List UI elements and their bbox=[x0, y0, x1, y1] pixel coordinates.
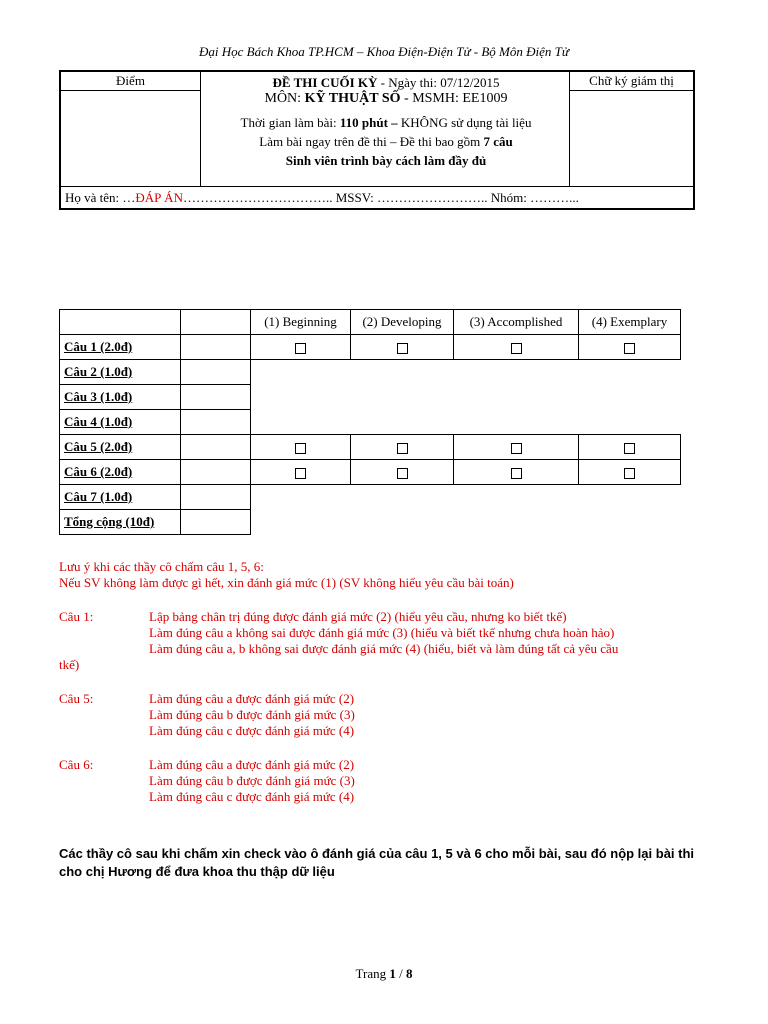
score-cell[interactable] bbox=[181, 360, 251, 385]
checkbox-icon[interactable] bbox=[397, 343, 408, 354]
level-cell bbox=[351, 360, 454, 385]
checkbox-icon[interactable] bbox=[295, 468, 306, 479]
level-cell[interactable] bbox=[579, 435, 681, 460]
level-cell[interactable] bbox=[351, 335, 454, 360]
level-cell bbox=[579, 485, 681, 510]
exam-time: Thời gian làm bài: 110 phút – KHÔNG sử dụng tài liệu bbox=[240, 115, 532, 130]
table-header-row bbox=[60, 310, 681, 335]
checkbox-icon[interactable] bbox=[624, 468, 635, 479]
header-blank bbox=[60, 310, 181, 335]
question-label: Câu 2 (1.0đ) bbox=[60, 360, 181, 385]
page-number: Trang 1 / 8 bbox=[355, 966, 413, 981]
note-c1: Làm đúng câu a, b không sai được đánh giá mức (4) (hiểu, biết và làm đúng tất cả yêu cầu bbox=[149, 641, 619, 656]
exam-info bbox=[201, 72, 571, 186]
question-label: Câu 4 (1.0đ) bbox=[60, 410, 181, 435]
level-cell bbox=[454, 410, 579, 435]
signature-cell bbox=[569, 72, 693, 186]
level-cell bbox=[351, 410, 454, 435]
note-c5: Làm đúng câu b được đánh giá mức (3) bbox=[149, 707, 355, 722]
level-cell[interactable] bbox=[251, 435, 351, 460]
score-cell[interactable] bbox=[181, 385, 251, 410]
exam-header-box bbox=[59, 70, 695, 210]
question-label: Câu 3 (1.0đ) bbox=[60, 385, 181, 410]
note-c6: Làm đúng câu c được đánh giá mức (4) bbox=[149, 789, 355, 804]
table-row bbox=[60, 335, 681, 360]
note-c6: Làm đúng câu b được đánh giá mức (3) bbox=[149, 773, 355, 788]
level-cell bbox=[454, 510, 579, 535]
level-cell bbox=[579, 510, 681, 535]
table-row bbox=[60, 485, 681, 510]
table-row bbox=[60, 510, 681, 535]
checkbox-icon[interactable] bbox=[397, 468, 408, 479]
checkbox-icon[interactable] bbox=[397, 443, 408, 454]
signature-label: Chữ ký giám thị bbox=[570, 72, 693, 91]
level-cell bbox=[351, 510, 454, 535]
level-cell bbox=[579, 410, 681, 435]
level-cell bbox=[579, 385, 681, 410]
note-intro: Lưu ý khi các thầy cô chấm câu 1, 5, 6: bbox=[59, 559, 264, 574]
checkbox-icon[interactable] bbox=[511, 468, 522, 479]
name-value: ĐÁP ÁN bbox=[135, 190, 183, 205]
table-row bbox=[60, 410, 681, 435]
score-cell[interactable] bbox=[181, 510, 251, 535]
question-label: Câu 6 (2.0đ) bbox=[60, 460, 181, 485]
checkbox-icon[interactable] bbox=[624, 443, 635, 454]
level-cell bbox=[251, 485, 351, 510]
institution-header: Đại Học Bách Khoa TP.HCM – Khoa Điện-Điện Tử - Bộ Môn Điện Tử bbox=[199, 44, 569, 59]
score-cell[interactable] bbox=[181, 485, 251, 510]
level-cell[interactable] bbox=[579, 335, 681, 360]
student-fields: …………………………….. MSSV: …………………….. Nhóm: ………... bbox=[182, 190, 579, 205]
level-1-header: (1) Beginning bbox=[251, 310, 351, 335]
score-cell[interactable] bbox=[181, 410, 251, 435]
submission-note: Các thầy cô sau khi chấm xin check vào ô đánh giá của câu 1, 5 và 6 cho mỗi bài, sau đó nộp lại bài thi cho chị Hương để đưa khoa thu thập dữ liệu bbox=[59, 846, 695, 879]
table-row bbox=[60, 460, 681, 485]
note-c5: Câu 5: Làm đúng câu a được đánh giá mức (2) bbox=[59, 691, 355, 706]
grading-notes bbox=[59, 559, 719, 805]
level-cell[interactable] bbox=[579, 460, 681, 485]
level-3-header: (3) Accomplished bbox=[454, 310, 579, 335]
level-cell bbox=[251, 410, 351, 435]
level-cell bbox=[579, 360, 681, 385]
student-info-row bbox=[61, 186, 693, 210]
note-intro: Nếu SV không làm được gì hết, xin đánh giá mức (1) (SV không hiểu yêu cầu bài toán) bbox=[59, 575, 514, 590]
checkbox-icon[interactable] bbox=[624, 343, 635, 354]
score-cell[interactable] bbox=[181, 335, 251, 360]
note-c5: Làm đúng câu c được đánh giá mức (4) bbox=[149, 723, 355, 738]
note-c1: Làm đúng câu a không sai được đánh giá mức (3) (hiểu và biết tkế nhưng chưa hoàn hảo) bbox=[149, 625, 615, 640]
checkbox-icon[interactable] bbox=[511, 343, 522, 354]
table-row bbox=[60, 360, 681, 385]
level-cell[interactable] bbox=[454, 335, 579, 360]
grading-table bbox=[59, 309, 681, 535]
question-label: Câu 1 (2.0đ) bbox=[60, 335, 181, 360]
level-cell[interactable] bbox=[454, 460, 579, 485]
checkbox-icon[interactable] bbox=[511, 443, 522, 454]
level-cell[interactable] bbox=[251, 460, 351, 485]
level-2-header: (2) Developing bbox=[351, 310, 454, 335]
level-cell[interactable] bbox=[454, 435, 579, 460]
level-4-header: (4) Exemplary bbox=[579, 310, 681, 335]
level-cell bbox=[454, 385, 579, 410]
exam-rule: Làm bài ngay trên đề thi – Đề thi bao gồm 7 câu bbox=[259, 134, 513, 149]
header-blank bbox=[181, 310, 251, 335]
level-cell bbox=[454, 485, 579, 510]
note-c1: tkế) bbox=[59, 657, 80, 672]
note-c1: Câu 1: Lập bảng chân trị đúng được đánh giá mức (2) (hiểu yêu cầu, nhưng ko biết tkế) bbox=[59, 609, 567, 624]
name-label: Họ và tên: … bbox=[65, 190, 136, 205]
level-cell bbox=[351, 385, 454, 410]
table-row bbox=[60, 435, 681, 460]
exam-instruction: Sinh viên trình bày cách làm đầy đủ bbox=[285, 153, 487, 168]
score-cell bbox=[61, 72, 201, 186]
exam-subject: MÔN: KỸ THUẬT SỐ - MSMH: EE1009 bbox=[264, 91, 508, 106]
checkbox-icon[interactable] bbox=[295, 443, 306, 454]
level-cell bbox=[454, 360, 579, 385]
exam-title: ĐỀ THI CUỐI KỲ - Ngày thi: 07/12/2015 bbox=[272, 75, 500, 90]
question-label: Câu 7 (1.0đ) bbox=[60, 485, 181, 510]
level-cell[interactable] bbox=[351, 460, 454, 485]
level-cell[interactable] bbox=[251, 335, 351, 360]
score-cell[interactable] bbox=[181, 435, 251, 460]
level-cell bbox=[351, 485, 454, 510]
level-cell bbox=[251, 360, 351, 385]
question-label: Câu 5 (2.0đ) bbox=[60, 435, 181, 460]
score-label: Điểm bbox=[61, 72, 200, 91]
question-label: Tổng cộng (10đ) bbox=[60, 510, 181, 535]
level-cell[interactable] bbox=[351, 435, 454, 460]
checkbox-icon[interactable] bbox=[295, 343, 306, 354]
level-cell bbox=[251, 510, 351, 535]
level-cell bbox=[251, 385, 351, 410]
note-c6: Câu 6: Làm đúng câu a được đánh giá mức (2) bbox=[59, 757, 355, 772]
score-cell[interactable] bbox=[181, 460, 251, 485]
table-row bbox=[60, 385, 681, 410]
